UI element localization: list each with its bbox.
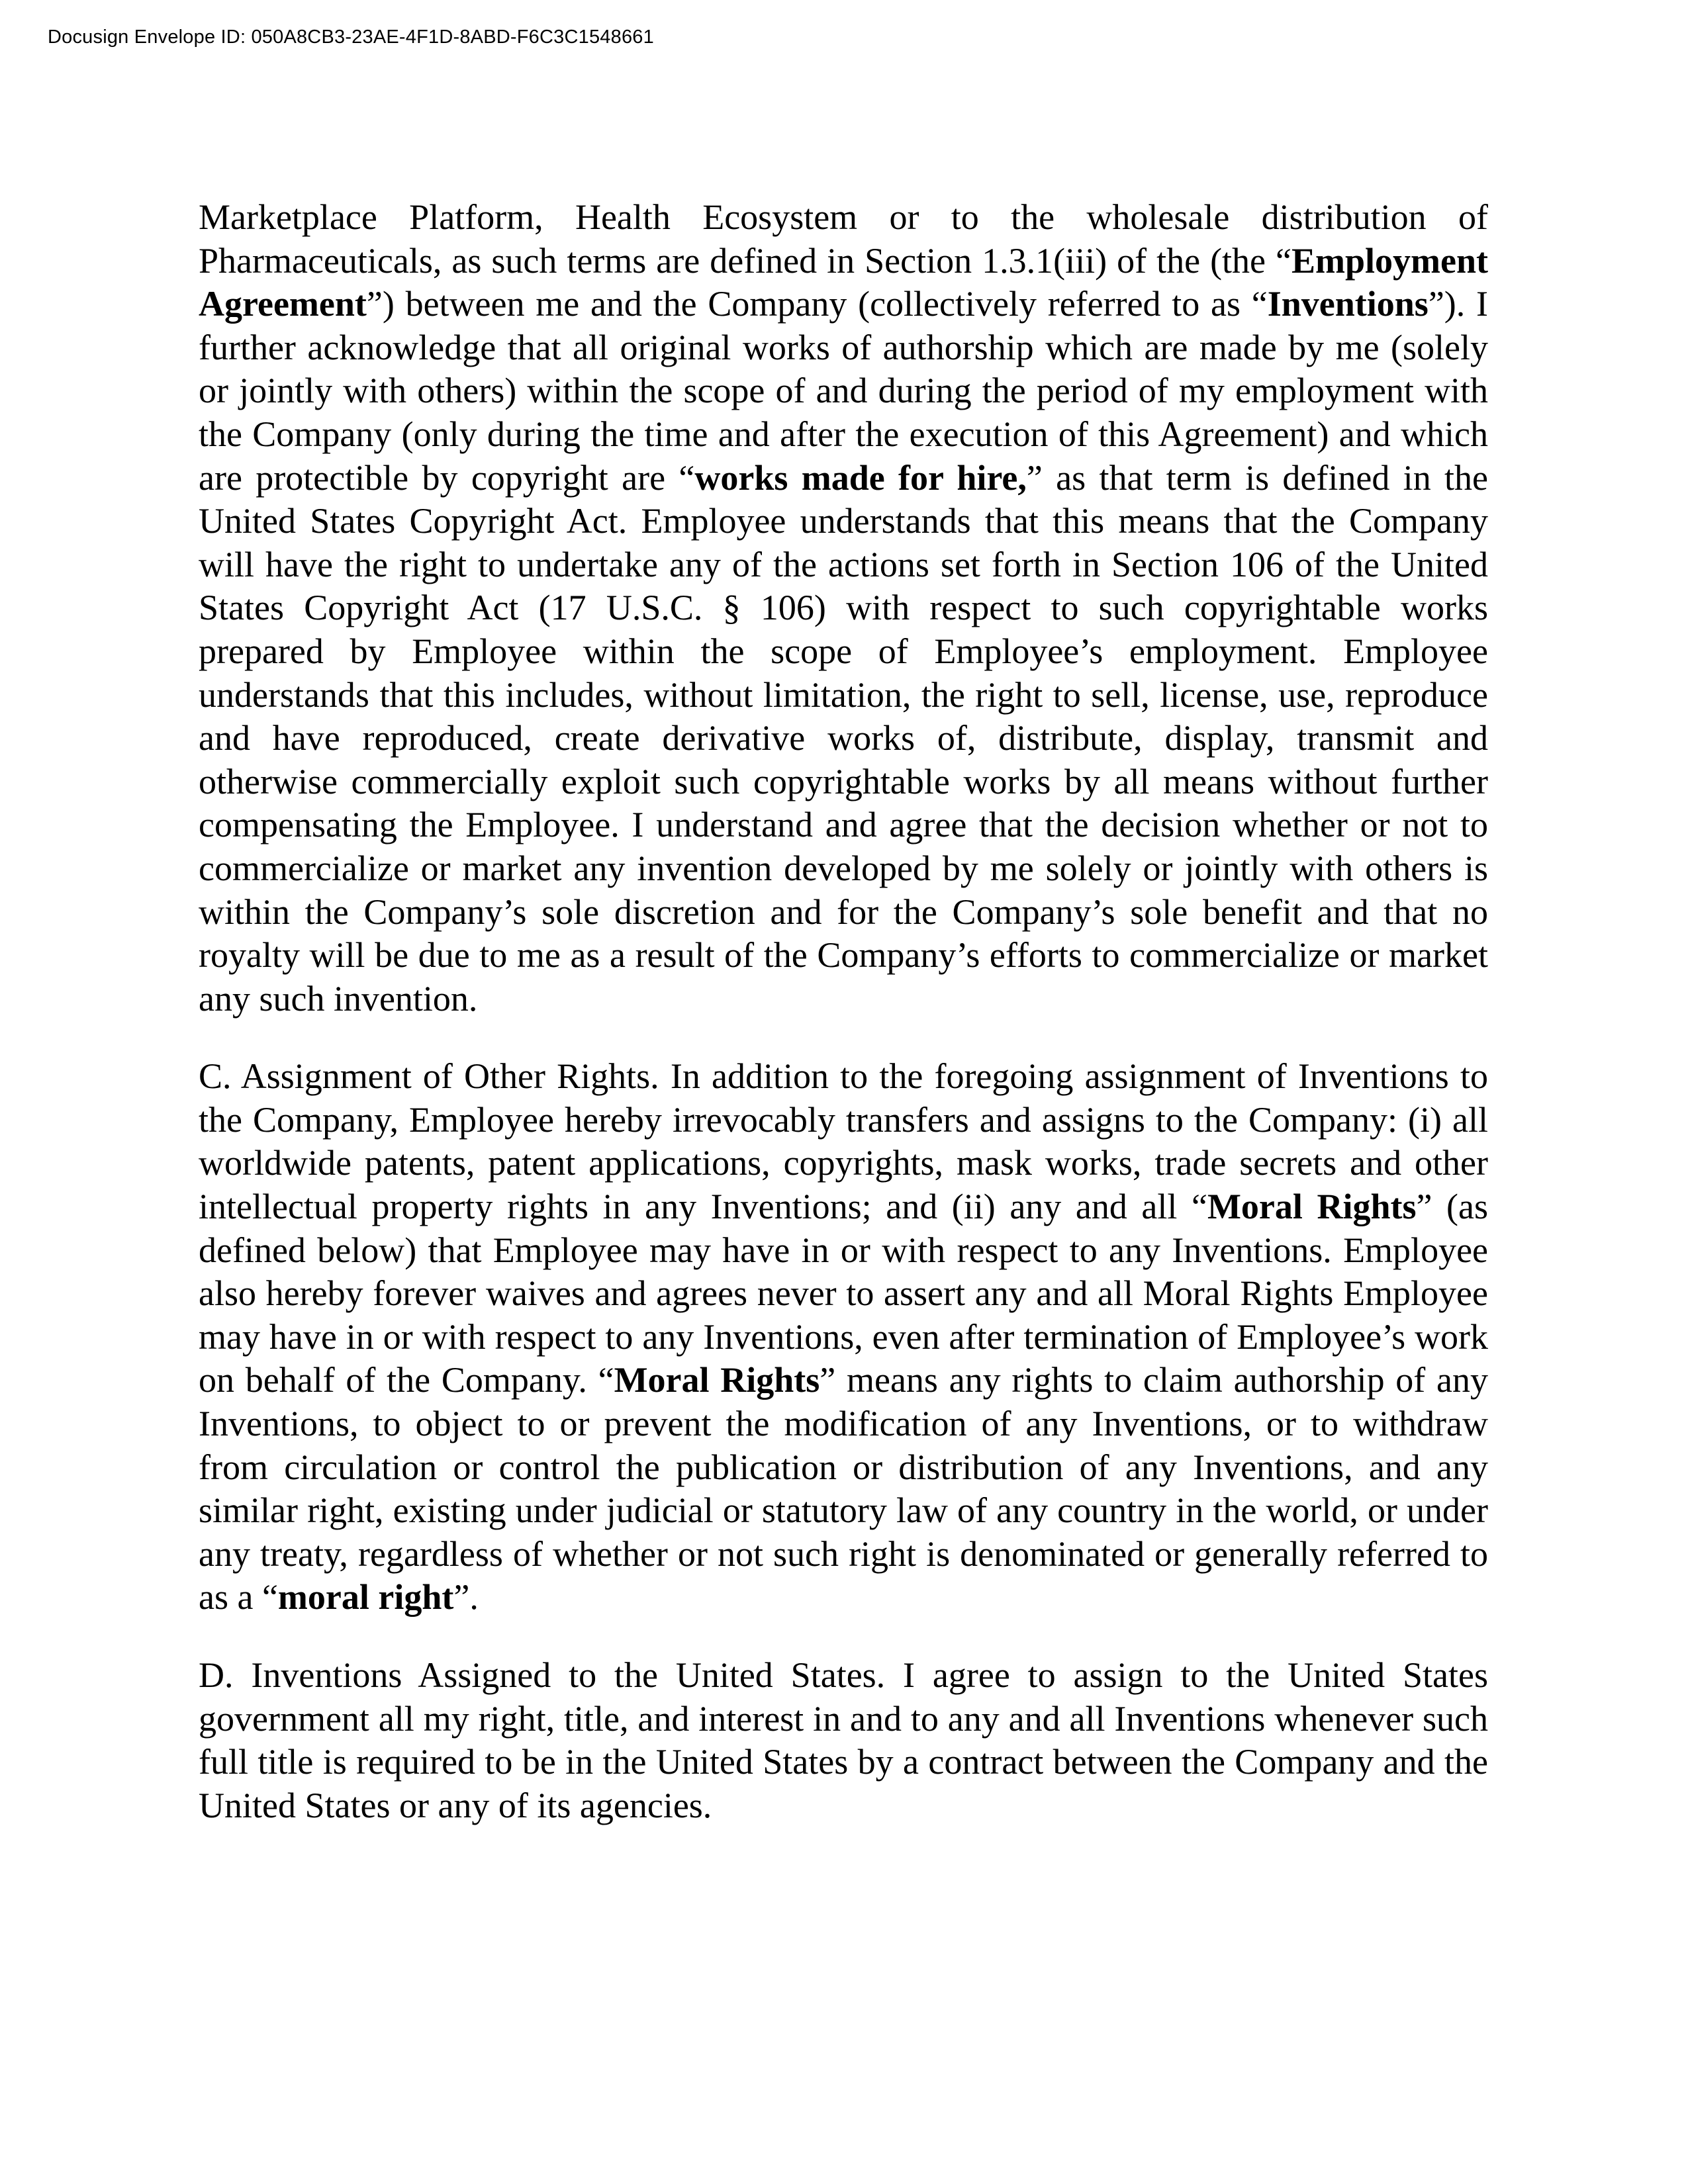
docusign-envelope-id: Docusign Envelope ID: 050A8CB3-23AE-4F1D-8ABD-F6C3C1548661 <box>48 26 654 48</box>
defined-term-inventions: Inventions <box>1267 284 1429 324</box>
defined-term-works-made-for-hire: works made for hire, <box>694 457 1027 498</box>
text-run: ”. <box>453 1577 479 1617</box>
text-run: ” as that term is defined in the United States Copyright Act. Employee understands that this means that the Company will have the right to undertake any of the actions set forth in Section 106 of the United States Copyright Act (17 U.S.C. § 106) with respect to such copyrightable works prepared by Employee within the scope of Employee’s employment. Employee understands that this includes, without limitation, the right to sell, license, use, reproduce and have reproduced, create derivative works of, distribute, display, transmit and otherwise commercially exploit such copyrightable works by all means without further compensating the Employee. I understand and agree that the decision whether or not to commercialize or market any invention developed by me solely or jointly with others is within the Company’s sole discretion and for the Company’s sole benefit and that no royalty will be due to me as a result of the Company’s efforts to commercialize or market any such invention. <box>199 457 1488 1019</box>
text-run: C. Assignment of Other Rights. In addition to the foregoing assignment of Inventions to the Company, Employee hereby irrevocably transfers and assigns to the Company: (i) all worldwide patents, patent applications, copyrights, mask works, trade secrets and other intellectual property rights in any Inventions; and (ii) any and all “ <box>199 1056 1488 1227</box>
paragraph-inventions-assigned-to-us <box>199 1654 1488 1827</box>
text-run: ” (as defined below) that Employee may have in or with respect to any Inventions. Employee also hereby forever waives and agrees never to assert any and all Moral Rights Employee may have in or with respect to any Inventions, even after termination of Employee’s work on behalf of the Company. “ <box>199 1187 1488 1400</box>
paragraph-assignment-of-other-rights <box>199 1055 1488 1619</box>
paragraph-inventions-copyright <box>199 196 1488 1021</box>
defined-term-employment-agreement: Employment Agreement <box>199 240 1488 324</box>
text-run: Marketplace Platform, Health Ecosystem or to the wholesale distribution of Pharmaceuticals, as such terms are defined in Section 1.3.1(iii) of the (the “ <box>199 197 1488 281</box>
text-run: ” means any rights to claim authorship of any Inventions, to object to or prevent the modification of any Inventions, or to withdraw from circulation or control the publication or distribution of any Inventions, and any similar right, existing under judicial or statutory law of any country in the world, or under any treaty, regardless of whether or not such right is denominated or generally referred to as a “ <box>199 1360 1489 1617</box>
document-body <box>199 196 1488 1827</box>
defined-term-moral-rights: Moral Rights <box>614 1360 820 1400</box>
text-run: D. Inventions Assigned to the United States. I agree to assign to the United States government all my right, title, and interest in and to any and all Inventions whenever such full title is required to be in the United States by a contract between the Company and the United States or any of its agencies. <box>199 1655 1488 1825</box>
defined-term-moral-right: moral right <box>277 1577 454 1617</box>
text-run: ”). I further acknowledge that all original works of authorship which are made by me (solely or jointly with others) within the scope of and during the period of my employment with the Company (only during the time and after the execution of this Agreement) and which are protectible by copyright are “ <box>199 284 1489 498</box>
defined-term-moral-rights: Moral Rights <box>1207 1187 1417 1227</box>
text-run: ”) between me and the Company (collectively referred to as “ <box>366 284 1268 324</box>
